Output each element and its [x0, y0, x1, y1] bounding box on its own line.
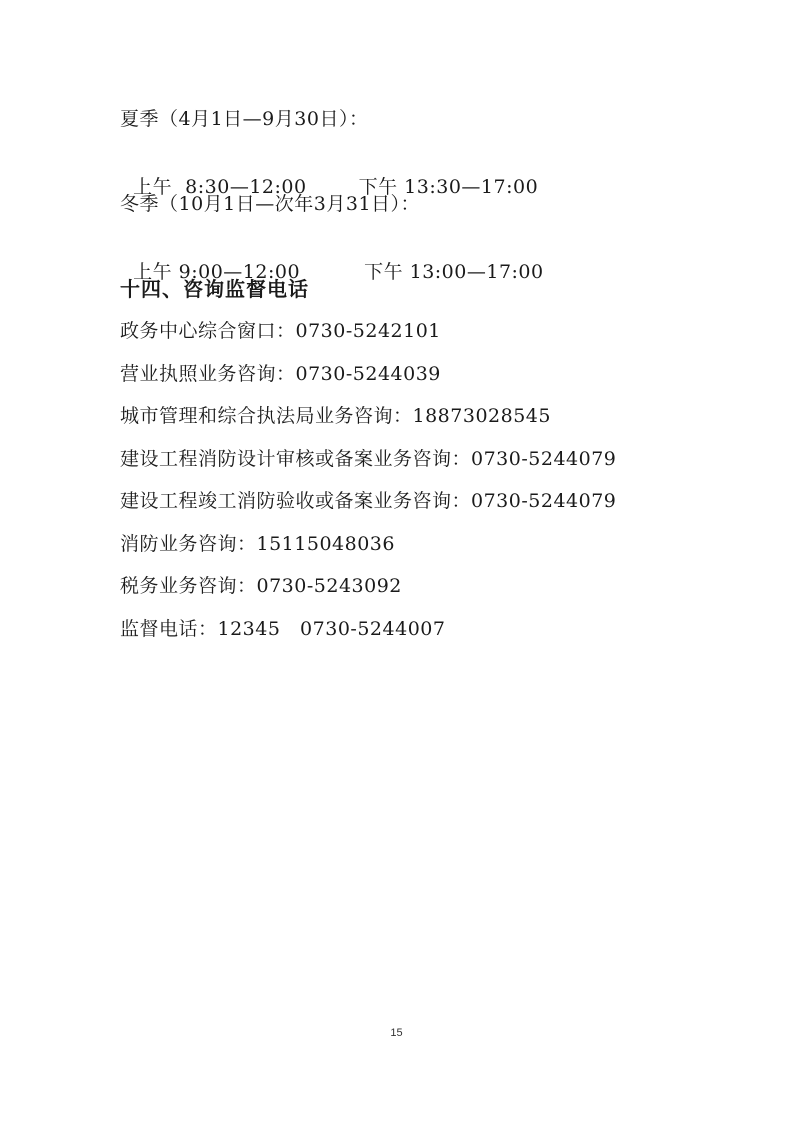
section-heading: 十四、咨询监督电话 [120, 277, 309, 301]
winter-morning-hours: 上午 9:00—12:00 [133, 261, 301, 283]
summer-afternoon-hours: 下午 13:30—17:00 [358, 176, 539, 198]
contact-item: 城市管理和综合执法局业务咨询：18873028545 [120, 405, 551, 427]
page-number: 15 [390, 1027, 403, 1039]
winter-afternoon-hours: 下午 13:00—17:00 [364, 261, 544, 283]
contact-item: 政务中心综合窗口：0730-5242101 [120, 320, 441, 342]
contact-item: 建设工程消防设计审核或备案业务咨询：0730-5244079 [120, 448, 617, 470]
contact-item: 营业执照业务咨询：0730-5244039 [120, 363, 441, 385]
summer-hours-label: 夏季（4月1日—9月30日）： [120, 108, 369, 130]
summer-morning-hours: 上午 8:30—12:00 [133, 176, 307, 198]
winter-hours-label: 冬季（10月1日—次年3月31日）： [120, 193, 421, 215]
contact-item: 建设工程竣工消防验收或备案业务咨询：0730-5244079 [120, 490, 617, 512]
contact-item: 消防业务咨询：15115048036 [120, 533, 395, 555]
contact-item: 税务业务咨询：0730-5243092 [120, 575, 402, 597]
contact-item: 监督电话：12345 0730-5244007 [120, 618, 446, 640]
